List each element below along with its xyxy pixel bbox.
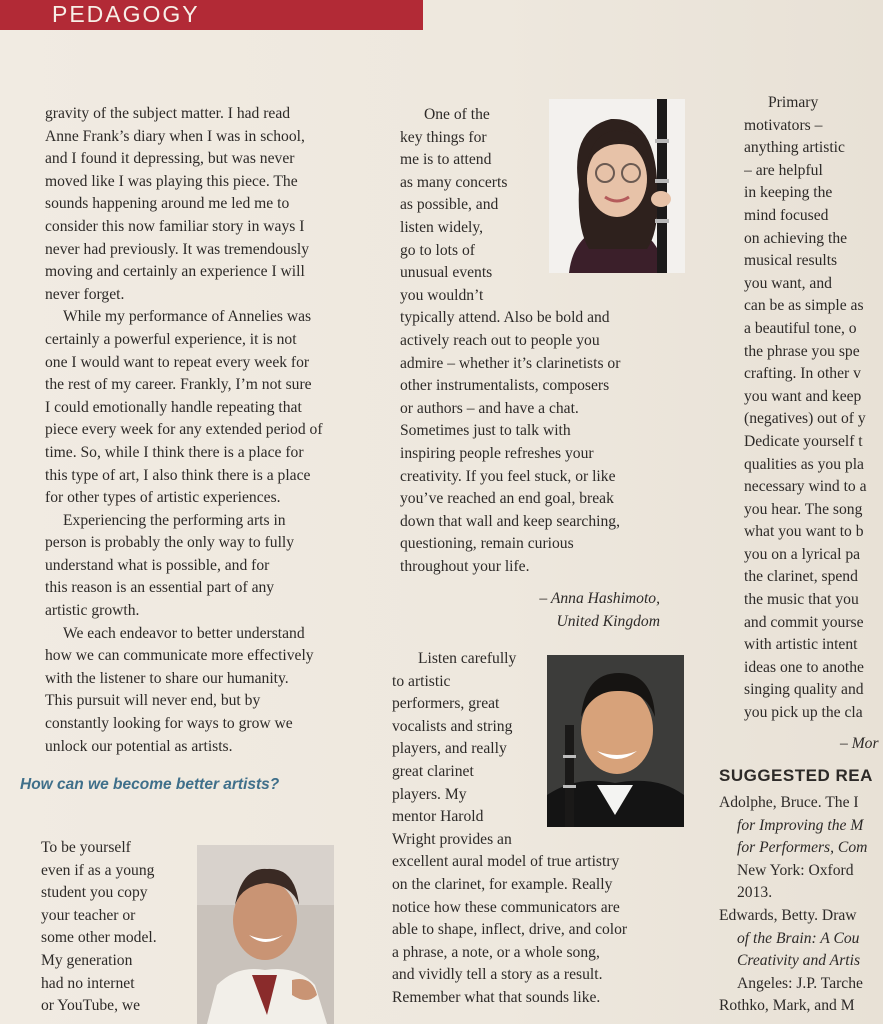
text-line: players. My [392,785,467,803]
answer-text [41,837,201,1018]
text-line: inspiring people refreshes your [400,444,594,462]
text-line: person is probably the only way to fully [45,534,295,552]
text-line: you’ve reached an end goal, break [400,490,614,508]
text-line: some other model. [41,929,157,947]
text-line: crafting. In other v [744,365,861,383]
text-line: unusual events [400,264,493,282]
text-line: mind focused [744,206,829,224]
text-line: To be yourself [41,839,131,856]
section-question-heading: How can we become better artists? [20,776,280,793]
text-line: players, and really [392,740,507,758]
text-line: throughout your life. [400,557,530,575]
text-line: anything artistic [744,139,845,157]
text-line: Sometimes just to talk with [400,422,571,440]
text-line: go to lots of [400,241,475,259]
spacer [744,725,883,733]
text-line: and commit yourse [744,613,864,631]
text-line: moving and certainly an experience I will [45,263,305,281]
text-line: Listen carefully [418,650,517,667]
text-line: a beautiful tone, o [744,319,857,337]
text-line: certainly a powerful experience, it is not [45,330,297,348]
text-line: or authors – and have a chat. [400,399,579,417]
text-line: Primary [768,94,819,111]
text-line: musical results [744,252,838,270]
text-line: student you copy [41,884,148,902]
text-line: mentor Harold [392,808,484,826]
bibliography-entry: Rothko, Mark, and M [719,997,855,1015]
text-line: and I found it depressing, but was never [45,150,295,168]
text-line: the clarinet, spend [744,568,858,586]
text-line: on the clarinet, for example. Really [392,875,613,893]
text-line: Anne Frank’s diary when I was in school, [45,127,305,145]
text-line: you hear. The song [744,500,863,518]
suggested-reading-heading: SUGGESTED REA [719,766,873,785]
text-line: vocalists and string [392,717,513,735]
text-line: necessary wind to a [744,478,867,496]
portrait-photo-woman-clarinet [549,99,685,273]
text-line: me is to attend [400,151,492,169]
text-line: Experiencing the performing arts in [63,511,286,529]
bibliography-entry: Edwards, Betty. Draw [719,906,857,924]
text-line: on achieving the [744,229,848,247]
text-line: you pick up the cla [744,704,863,722]
text-line: performers, great [392,695,500,713]
text-line: I could emotionally handle repeating that [45,398,302,416]
text-line: moved like I was playing this piece. The [45,172,298,190]
attribution-name: – Mor [840,734,879,752]
text-line: actively reach out to people you [400,331,600,349]
text-line: to artistic [392,672,451,690]
text-line: for other types of artistic experiences. [45,489,281,507]
text-line: the music that you [744,591,859,609]
text-line: the phrase you spe [744,342,860,360]
text-line: can be as simple as [744,297,864,315]
text-line: with artistic intent [744,636,858,654]
bibliography-entry-line: of the Brain: A Cou [737,929,860,947]
text-line: down that wall and keep searching, [400,512,620,530]
text-line: notice how these communicators are [392,898,620,916]
text-line: and vividly tell a story as a result. [392,966,603,984]
text-line: admire – whether it’s clarinetists or [400,354,621,372]
text-line: how we can communicate more effectively [45,647,314,665]
text-line: ideas one to anothe [744,658,864,676]
text-line: singing quality and [744,681,864,699]
text-line: you wouldn’t [400,286,484,304]
bibliography-entry-line: New York: Oxford [737,861,854,879]
text-line: had no internet [41,974,135,992]
text-line: your teacher or [41,906,136,924]
text-line: We each endeavor to better understand [63,624,305,642]
text-line: time. So, while I think there is a place for [45,443,304,461]
text-line: you on a lyrical pa [744,545,861,563]
text-line: with the listener to share our humanity. [45,669,289,687]
text-line: never forget. [45,285,125,303]
text-line: motivators – [744,116,823,134]
spacer [400,578,690,588]
text-line: this type of art, I also think there is a place [45,466,311,484]
text-line: One of the [424,106,490,123]
text-line: able to shape, inflect, drive, and color [392,921,628,939]
bibliography-entry-line: Creativity and Artis [737,952,861,970]
text-line: gravity of the subject matter. I had read [45,105,291,122]
text-line: piece every week for any extended period of [45,421,323,439]
bibliography-entry-line: for Improving the M [737,816,864,834]
right-column-quote [744,92,883,755]
portrait-photo-man-clarinet [547,655,684,827]
attribution-name: – Anna Hashimoto, [539,590,660,608]
bibliography-entry: Adolphe, Bruce. The I [719,794,859,811]
text-line: key things for [400,128,487,146]
text-line: Remember what that sounds like. [392,988,601,1006]
bibliography-entry-line: for Performers, Com [737,839,868,857]
text-line: you want and keep [744,387,862,405]
text-line: even if as a young [41,861,155,879]
text-line: listen widely, [400,218,484,236]
bibliography-entry-line: Angeles: J.P. Tarche [737,974,863,992]
text-line: as many concerts [400,173,508,191]
text-line: or YouTube, we [41,997,141,1015]
left-column [45,103,343,758]
text-line: qualities as you pla [744,455,864,473]
text-line: typically attend. Also be bold and [400,309,610,327]
bibliography-entry-line: 2013. [737,884,773,902]
section-label: PEDAGOGY [0,0,423,30]
text-line: – are helpful [744,161,823,179]
text-line: this reason is an essential part of any [45,579,275,597]
text-line: (negatives) out of y [744,410,866,428]
text-line: creativity. If you feel stuck, or like [400,467,616,485]
text-line: unlock our potential as artists. [45,737,233,755]
text-line: artistic growth. [45,602,140,620]
text-line: understand what is possible, and for [45,556,270,574]
portrait-photo-man-smiling [197,845,334,1024]
bibliography-list [719,792,883,1018]
text-line: constantly looking for ways to grow we [45,715,293,733]
text-line: This pursuit will never end, but by [45,692,261,710]
text-line: what you want to b [744,523,864,541]
attribution-place: United Kingdom [556,613,660,631]
text-line: as possible, and [400,196,499,214]
text-line: never had previously. It was tremendously [45,240,310,258]
text-line: other instrumentalists, composers [400,377,610,395]
text-line: Wright provides an [392,830,512,848]
text-line: a phrase, a note, or a whole song, [392,943,600,961]
text-line: consider this now familiar story in ways I [45,217,305,235]
text-line: you want, and [744,274,832,292]
text-line: the rest of my career. Frankly, I’m not sure [45,376,312,394]
text-line: Dedicate yourself t [744,432,863,450]
text-line: excellent aural model of true artistry [392,853,620,871]
text-line: great clarinet [392,762,474,780]
text-line: While my performance of Annelies was [63,308,312,326]
text-line: one I would want to repeat every week for [45,353,310,371]
text-line: My generation [41,951,133,969]
text-line: in keeping the [744,184,833,202]
text-line: sounds happening around me led me to [45,195,290,213]
text-line: questioning, remain curious [400,535,574,553]
